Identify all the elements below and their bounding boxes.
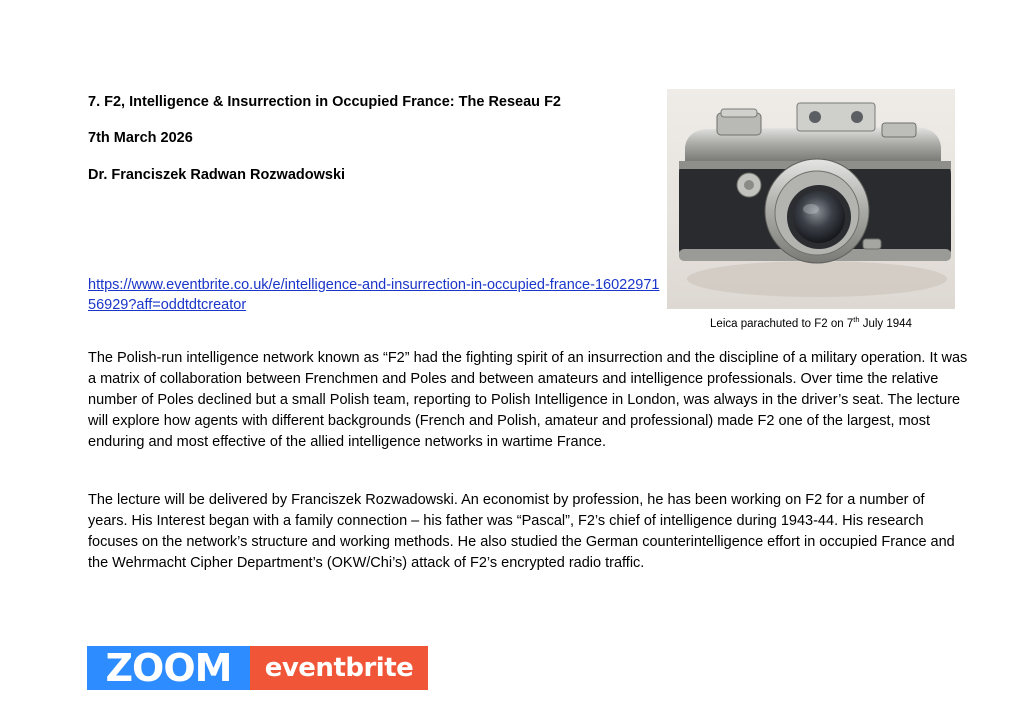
caption-text: Leica parachuted to F2 on 7 [710, 318, 854, 330]
lecture-speaker: Dr. Franciszek Radwan Rozwadowski [88, 167, 346, 183]
speaker-paragraph: The lecture will be delivered by Franciszek Rozwadowski. An economist by profession, he has been working on F2 for a number of years. His Interest began with a family connection – his father was “Pascal”, F2’s chief of intelligence during 1943-44. His research focuses on the network’s structure and working methods. He also studied the German counterintelligence effort in occupied France and the Wehrmacht Cipher Department’s (OKW/Chi’s) attack of F2’s encrypted radio traffic. [88, 492, 955, 571]
zoom-logo: ZOOM [87, 646, 250, 690]
lecture-title: 7. F2, Intelligence & Insurrection in Occupied France: The Reseau F2 [88, 94, 561, 110]
caption-text-end: July 1944 [859, 318, 912, 330]
description-paragraph: The Polish-run intelligence network known as “F2” had the fighting spirit of an insurrection and the discipline of a military operation. It was a matrix of collaboration between Frenchmen and Poles and between amateurs and intelligence professionals. Over time the relative number of Poles declined but a small Polish team, reporting to Polish Intelligence in London, was always in the driver’s seat. The lecture will explore how agents with different backgrounds (French and Polish, amateur and professional) made F2 one of the largest, most enduring and most effective of the allied intelligence networks in wartime France. [88, 350, 968, 450]
sponsor-logos [87, 646, 428, 690]
lecture-date: 7th March 2026 [88, 130, 193, 146]
eventbrite-registration-link[interactable]: https://www.eventbrite.co.uk/e/intelligence-and-insurrection-in-occupied-france-1602297156929?aff=oddtdtcreator [88, 277, 660, 313]
caption-superscript: th [853, 315, 860, 325]
eventbrite-logo: eventbrite [250, 646, 428, 690]
photo-caption [667, 317, 955, 331]
camera-illustration [667, 89, 955, 309]
leica-camera-photo [667, 89, 955, 309]
